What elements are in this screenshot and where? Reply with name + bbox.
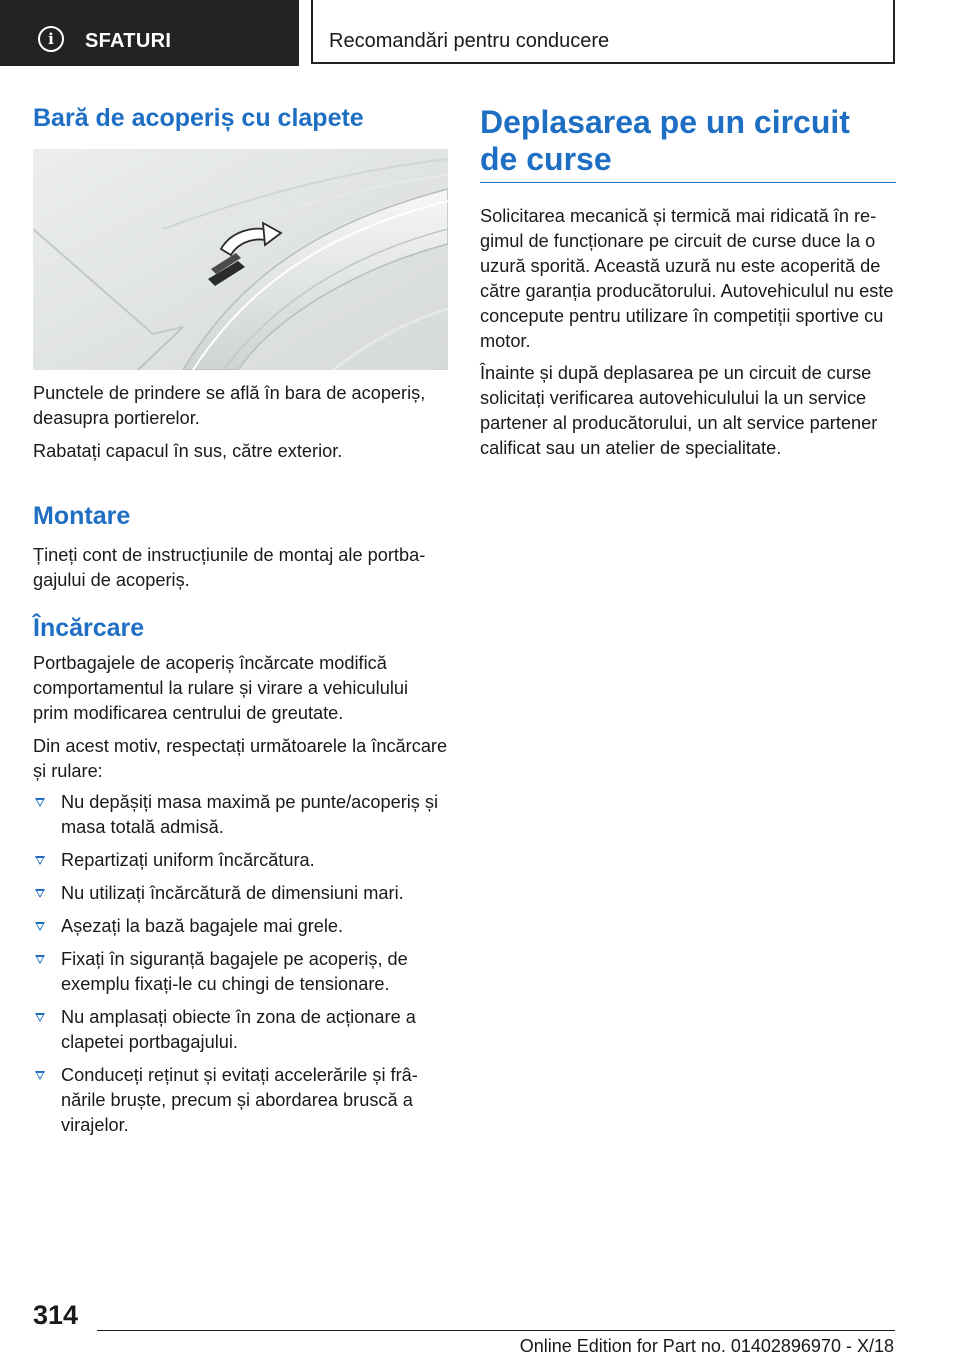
paragraph-montare: Țineți cont de instrucțiunile de montaj ale portbagajului de acoperiș. xyxy=(33,545,426,590)
heading-divider xyxy=(480,182,896,183)
header-title-box xyxy=(311,0,895,64)
paragraph-attachment-points: Punctele de prindere se află în bara de acoperiș, deasupra portierelor. xyxy=(33,383,426,428)
paragraph-observe: Din acest motiv, respectați următoarele la încărcare și rulare: xyxy=(33,736,448,781)
list-item-text: Așezați la bază bagajele mai grele. xyxy=(61,916,344,936)
list-item-text: Nu utilizați încărcătură de dimensiuni mari. xyxy=(61,883,404,903)
paragraph-race-wear: Solicitarea mecanică și termică mai ridicată în regimul de funcționare pe circuit de curse duce la o uzură sporită. Această uzură nu este acoperită de către garanția producătorului. Autovehiculul nu este concepute pentru utilizare în competiții sportive cu motor. xyxy=(480,206,894,351)
bullet-triangle-icon xyxy=(35,955,45,964)
list-item-text: Nu amplasați obiecte în zona de acționare a clapetei portbagajului. xyxy=(61,1007,416,1052)
bullet-triangle-icon xyxy=(35,889,45,898)
loading-rules-list xyxy=(33,790,448,1146)
info-icon: i xyxy=(38,26,64,52)
header-section-label: SFATURI xyxy=(85,30,172,52)
paragraph-flip-cover: Rabatați capacul în sus, către exterior. xyxy=(33,441,343,461)
header-section-tab xyxy=(0,0,299,66)
heading-montare: Montare xyxy=(33,502,131,530)
heading-race-track: Deplasarea pe un circuit de curse xyxy=(480,104,850,177)
footer-divider xyxy=(97,1330,895,1331)
list-item-text: Conduceți reținut și evitați accelerările și frânările bruște, precum și abordarea bruscă a virajelor. xyxy=(61,1065,418,1135)
list-item xyxy=(33,1063,448,1138)
bullet-triangle-icon xyxy=(35,922,45,931)
heading-incarcare: Încărcare xyxy=(33,614,145,642)
bullet-triangle-icon xyxy=(35,798,45,807)
bullet-triangle-icon xyxy=(35,1013,45,1022)
heading-roof-rail: Bară de acoperiș cu clapete xyxy=(33,104,364,132)
bullet-triangle-icon xyxy=(35,1071,45,1080)
list-item xyxy=(33,1005,448,1055)
roof-rail-illustration xyxy=(33,149,448,370)
paragraph-loaded-behavior: Portbagajele de acoperiș încărcate modifică comportamentul la rulare și virare a vehiculului prim modificarea centrului de greutate. xyxy=(33,653,409,723)
list-item-text: Nu depășiți masa maximă pe punte/acoperiș și masa totală admisă. xyxy=(61,792,439,837)
footer-edition: Online Edition for Part no. 01402896970 - X/18 xyxy=(519,1336,894,1356)
roof-rail-figure xyxy=(33,149,448,370)
list-item xyxy=(33,790,448,840)
list-item-text: Fixați în siguranță bagajele pe acoperiș, de exemplu fixați-le cu chingi de tensionare. xyxy=(61,949,408,994)
list-item xyxy=(33,947,448,997)
bullet-triangle-icon xyxy=(35,856,45,865)
list-item xyxy=(33,914,448,939)
list-item-text: Repartizați uniform încărcătura. xyxy=(61,850,315,870)
page-number: 314 xyxy=(33,1300,79,1330)
list-item xyxy=(33,881,448,906)
header-chapter-title: Recomandări pentru conducere xyxy=(329,30,610,52)
paragraph-race-inspection: Înainte și după deplasarea pe un circuit de curse solicitați verificarea autovehiculului la un service partener al producătorului, un alt service partener calificat sau un atelier de specialitate. xyxy=(480,363,878,458)
list-item xyxy=(33,848,448,873)
